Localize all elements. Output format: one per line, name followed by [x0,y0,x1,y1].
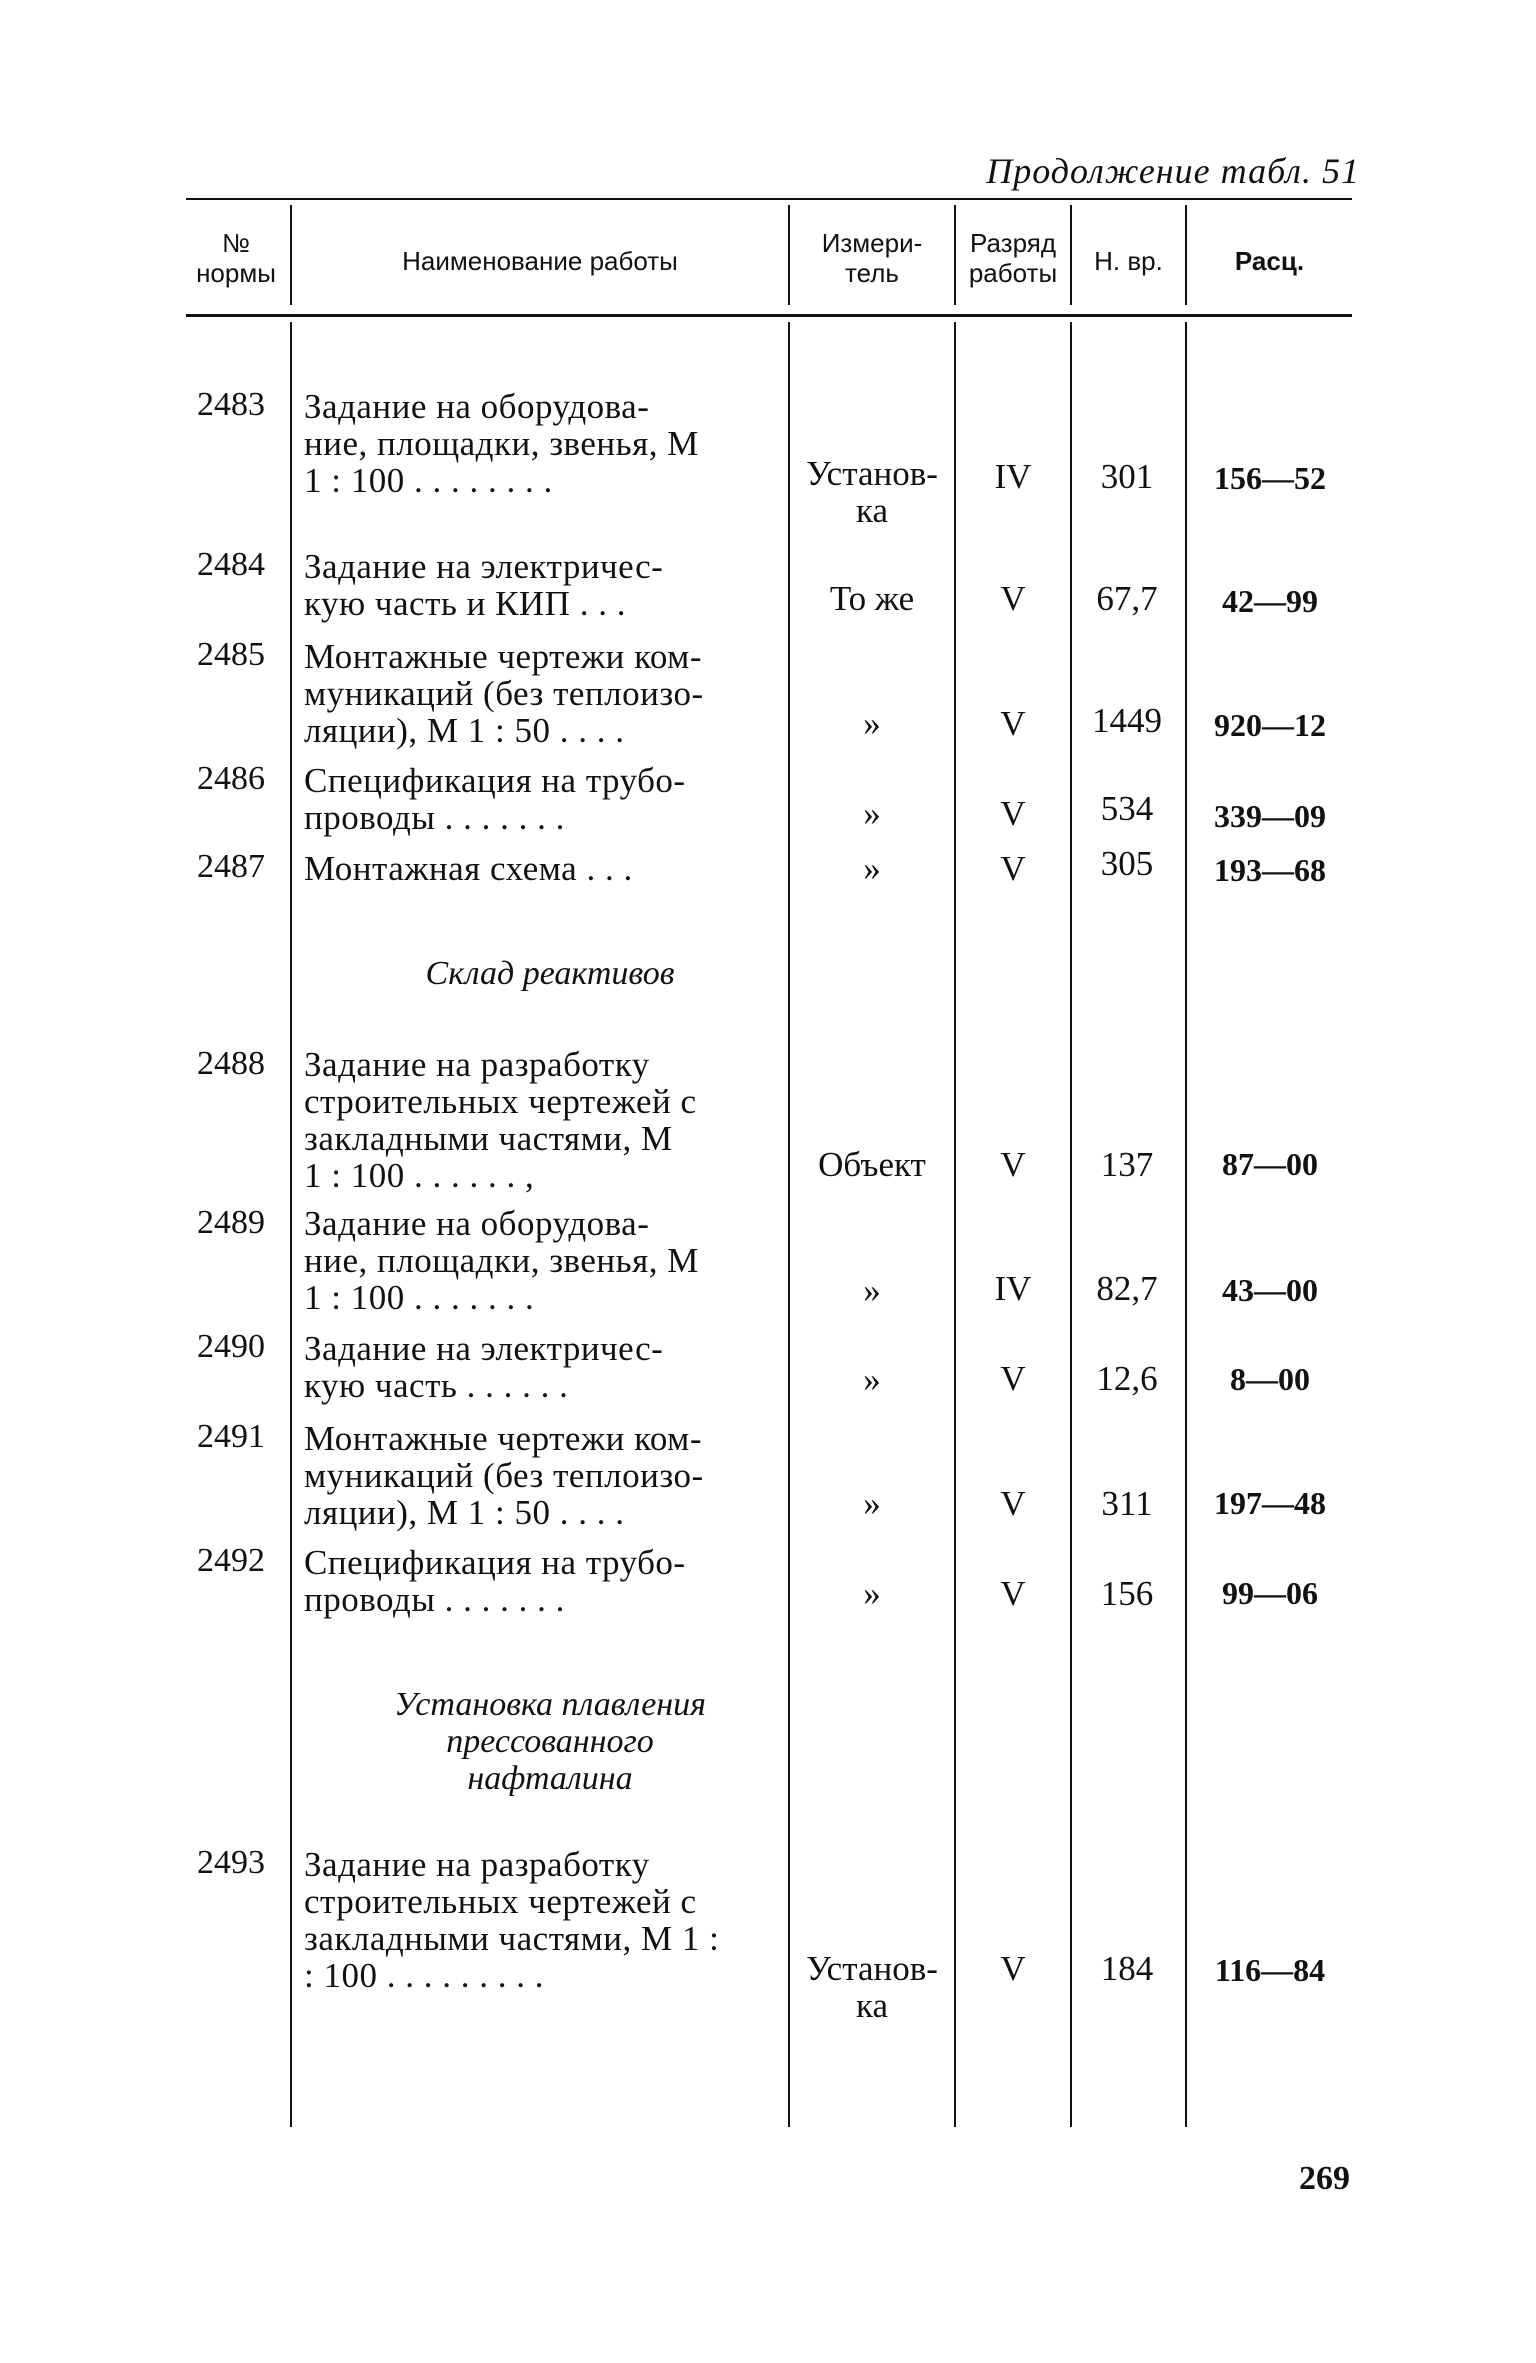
norm-number: 2487 [197,848,265,885]
time-norm: 12,6 [1096,1359,1158,1398]
time-norm: 305 [1100,844,1154,883]
norm-number: 2488 [197,1045,265,1082]
measure-unit: » [863,1484,881,1523]
section-heading: Установка плавления прессованного нафталина [394,1686,706,1797]
work-rank: V [1000,849,1026,888]
time-norm: 82,7 [1096,1269,1158,1308]
price: 193—68 [1214,852,1326,888]
measure-unit: » [863,1574,881,1613]
measure-unit: » [863,849,881,888]
work-description: Задание на электричес- кую часть и КИП . . . [304,547,664,623]
work-description: Спецификация на трубо- проводы . . . . . . . [304,1543,686,1619]
column-divider [788,322,790,2127]
time-norm: 311 [1101,1484,1153,1523]
header-time-norm: Н. вр. [1094,246,1163,276]
work-description: Задание на электричес- кую часть . . . . . . [304,1329,664,1405]
column-divider [1185,322,1187,2127]
price: 920—12 [1214,707,1326,743]
time-norm: 156 [1100,1574,1154,1613]
norm-number: 2484 [197,546,265,583]
work-description: Монтажные чертежи ком- муникаций (без теплоизо- ляции), М 1 : 50 . . . . [304,1419,704,1532]
table-continuation-caption: Продолжение табл. 51 [986,151,1360,191]
work-rank: V [1000,1484,1026,1523]
price: 99—06 [1222,1575,1318,1611]
price: 116—84 [1214,1952,1326,1988]
work-rank: V [1000,704,1026,743]
work-description: Задание на разработку строительных чертежей с закладными частями, М 1 : 100 . . . . . . , [304,1045,697,1195]
norm-number: 2489 [197,1204,265,1241]
norm-number: 2490 [197,1328,265,1365]
page-number: 269 [1299,2160,1350,2197]
measure-unit: Установ- ка [806,454,938,530]
price: 8—00 [1230,1361,1310,1397]
time-norm: 137 [1100,1145,1154,1184]
work-description: Задание на разработку строительных чертежей с закладными частями, М 1 : : 100 . . . . . . . . . [304,1845,720,1995]
section-heading: Склад реактивов [425,955,675,992]
header-measure-unit: Измери- тель [821,228,923,288]
time-norm: 67,7 [1096,579,1158,618]
norm-number: 2485 [197,636,265,673]
price: 42—99 [1222,583,1318,619]
work-rank: V [1000,1949,1026,1988]
norm-number: 2491 [197,1418,265,1455]
header-bottom-rule [186,314,1352,317]
norm-number: 2492 [197,1542,265,1579]
work-description: Монтажные чертежи ком- муникаций (без теплоизо- ляции), М 1 : 50 . . . . [304,637,704,750]
work-rank: V [1000,579,1026,618]
price: 197—48 [1214,1485,1326,1521]
work-description: Задание на оборудова- ние, площадки, звенья, М 1 : 100 . . . . . . . . [304,387,699,500]
work-rank: IV [994,457,1032,496]
time-norm: 1449 [1092,701,1162,740]
price: 43—00 [1222,1272,1318,1308]
price: 156—52 [1214,460,1326,496]
work-description: Монтажная схема . . . [304,849,633,888]
header-top-rule [186,198,1352,200]
norm-number: 2483 [197,386,265,423]
price: 339—09 [1214,798,1326,834]
measure-unit: » [863,794,881,833]
norm-number: 2486 [197,760,265,797]
header-work-name: Наименование работы [402,246,678,276]
work-rank: V [1000,1145,1026,1184]
work-description: Спецификация на трубо- проводы . . . . . . . [304,761,686,837]
time-norm: 534 [1100,789,1154,828]
time-norm: 301 [1100,457,1154,496]
time-norm: 184 [1100,1949,1154,1988]
work-description: Задание на оборудова- ние, площадки, звенья, М 1 : 100 . . . . . . . [304,1204,699,1317]
norm-number: 2493 [197,1844,265,1881]
measure-unit: » [863,1360,881,1399]
measure-unit: Установ- ка [806,1949,938,2025]
work-rank: V [1000,1574,1026,1613]
header-norm-number: № нормы [196,228,276,288]
measure-unit: То же [829,579,915,618]
column-divider [954,322,956,2127]
price: 87—00 [1222,1146,1318,1182]
header-work-rank: Разряд работы [968,228,1058,288]
measure-unit: » [863,1271,881,1310]
column-divider [290,322,292,2127]
header-price: Расц. [1234,246,1305,276]
work-rank: IV [994,1269,1032,1308]
work-rank: V [1000,794,1026,833]
work-rank: V [1000,1359,1026,1398]
measure-unit: » [863,704,881,743]
measure-unit: Объект [818,1145,926,1184]
